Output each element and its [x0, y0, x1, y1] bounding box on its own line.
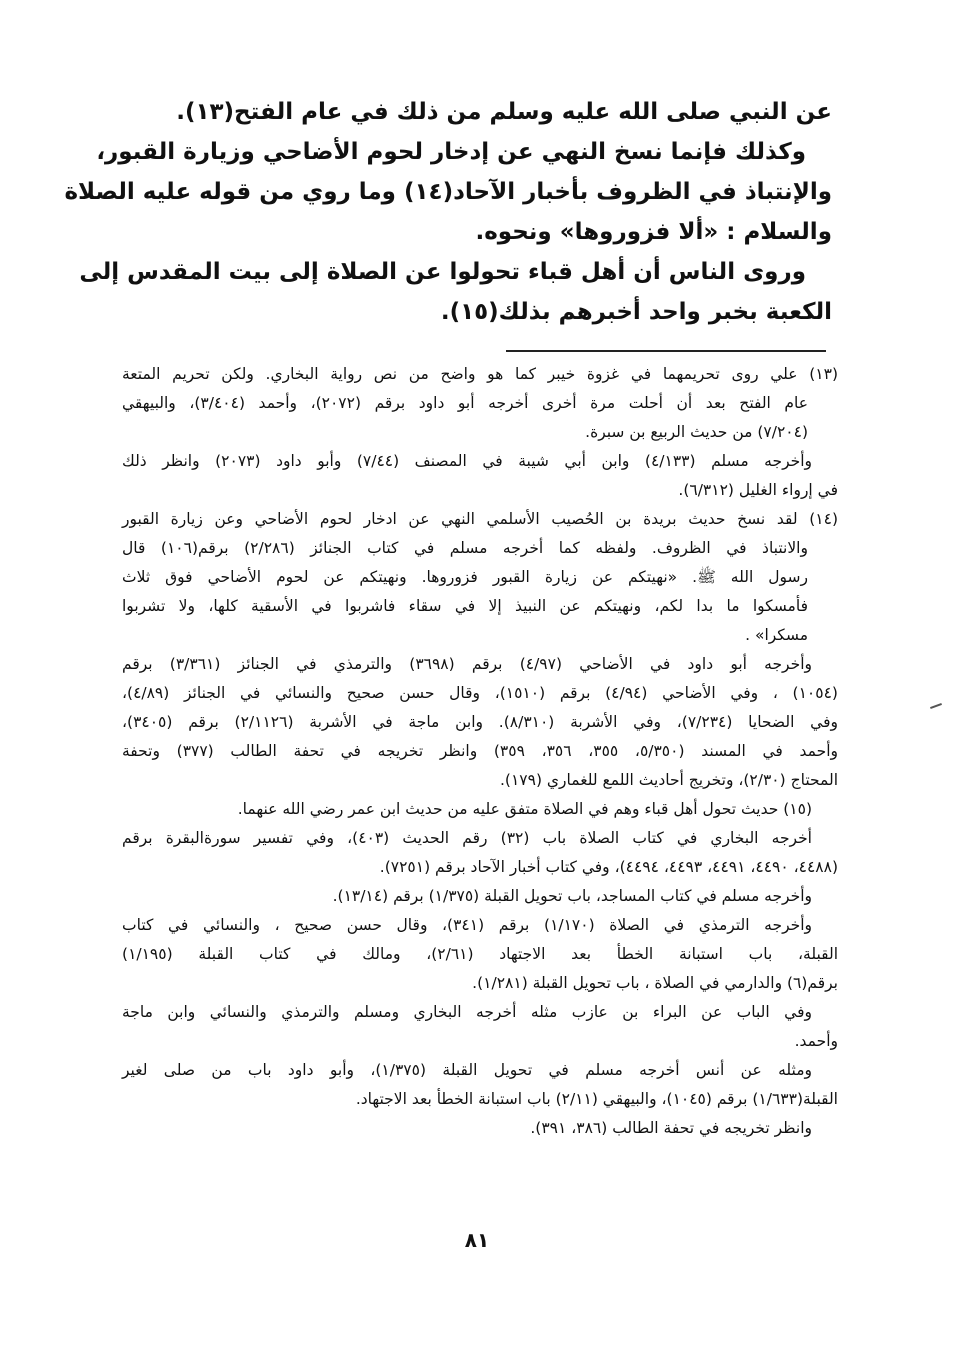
main-line: وكذلك فإنما نسخ النهي عن إدخار لحوم الأضاحي وزيارة القبور، [96, 139, 806, 165]
footnote-line: وفي الباب عن البراء بن عازب مثله أخرجه البخاري ومسلم والترمذي والنسائي وابن ماجة [122, 1003, 812, 1021]
footnote-line: وأخرجه مسلم (٤/١٣٣) وابن أبي شيبة في المصنف (٧/٤٤) وأبو داود (٢٠٧٣) وانظر ذلك [122, 452, 813, 470]
footnote-line: وانظر تخريجه في تحفة الطالب (٣٨٦، ٣٩١). [530, 1119, 812, 1137]
footnote-line: (١٠٥٤) ، وفي الأضاحي (٤/٩٤) برقم (١٥١٠)، وقال حسن صحيح والنسائي في الجنائز (٤/٨٩)، [122, 684, 838, 702]
footnote-line: القبلة(١/٦٣٣) برقم (١٠٤٥)، والبيهقي (٢/١١) باب استبانة الخطأ بعد الاجتهاد. [355, 1090, 838, 1108]
footnote-line: (١٤) لقد نسخ حديث بريدة بن الحُصيب الأسلمي النهي عن ادخار لحوم الأضاحي وعن زيارة القبور [122, 510, 838, 528]
footnote-line: وأخرجه أبو داود في الأضاحي (٤/٩٧) برقم (٣٦٩٨) والترمذي في الجنائز (٣/٣٦١) برقم [122, 655, 812, 673]
main-line: عن النبي صلى الله عليه وسلم من ذلك في عام الفتح(١٣). [176, 99, 832, 125]
footnote-line: برقم(٦) والدارمي في الصلاة ، باب تحويل القبلة (١/٢٨١). [472, 974, 838, 992]
footnote-line: وأخرجه مسلم في كتاب المساجد، باب تحويل القبلة (١/٣٧٥) برقم (١٣/١٤). [332, 887, 812, 905]
footnote-line: عام الفتح بعد أن أحلت مرة أخرى أخرجه أبو داود برقم (٢٠٧٢)، وأحمد (٣/٤٠٤)، والبيهقي [122, 394, 809, 412]
footnote-line: فأمسكوا ما بدا لكم، ونهيتكم عن النبيذ إلا في سقاء فاشربوا في الأسقية كلها، ولا تشربوا [122, 597, 808, 615]
footnote-line: ومثله عن أنس أخرجه مسلم في تحويل القبلة (١/٣٧٥)، وأبو داود باب من صلى لغير [122, 1061, 812, 1079]
main-text [64, 92, 832, 332]
main-line: وروى الناس أن أهل قباء تحولوا عن الصلاة إلى بيت المقدس إلى [79, 259, 806, 285]
footnote-line: في إرواء الغليل (٦/٣١٢). [678, 481, 838, 499]
footnote-line: وأحمد. [794, 1032, 838, 1050]
footnote-line: (٤٤٨٨، ٤٤٩٠، ٤٤٩١، ٤٤٩٣، ٤٤٩٤)، وفي كتاب أخبار الآحاد برقم (٧٢٥١). [379, 858, 838, 876]
footnote-line: (١٥) حديث تحول أهل قباء وهم في الصلاة متفق عليه من حديث ابن عمر رضي الله عنهما. [237, 800, 812, 818]
footnotes [122, 360, 838, 1143]
footnote-line: مسكرا» . [745, 626, 808, 644]
footnote-line: وأخرجه الترمذي في الصلاة (١/١٧٠) برقم (٣٤١)، وقال حسن صحيح ، والنسائي في كتاب [122, 916, 812, 934]
footnote-separator [506, 350, 826, 352]
footnote-line: والانتباذ في الظروف. ولفظه كما أخرجه مسلم في كتاب الجنائز (٢/٢٨٦) برقم(١٠٦) قال [122, 539, 808, 557]
footnote-line: القبلة، باب استبانة الخطأ بعد الاجتهاد (٢/٦١)، ومالك في كتاب القبلة (١/١٩٥) [122, 945, 838, 963]
footnote-line: رسول الله ﷺ. «نهيتكم عن زيارة القبور فزوروها. ونهيتكم عن لحوم الأضاحي فوق ثلاث [122, 568, 808, 586]
footnote-line: أخرجه البخاري في كتاب الصلاة باب (٣٢) رقم الحديث (٤٠٣)، وفي تفسير سورةالبقرة برقم [122, 829, 812, 847]
page-number: ٨١ [464, 1228, 490, 1252]
footnote-line: وأحمد في المسند (٥/٣٥٠، ٣٥٥، ٣٥٦، ٣٥٩) وانظر تخريجه في تحفة الطالب (٣٧٧) وتحفة [122, 742, 838, 760]
footnote-line: (٧/٢٠٤) من حديث الربيع بن سبرة. [585, 423, 808, 441]
footnote-line: (١٣) علي روى تحريمهما في غزوة خيبر كما هو واضح من نص رواية البخاري. ولكن تحريم المتعة [122, 365, 838, 383]
footnote-line: المحتاج (٢/٣٠)، وتخريج أحاديث اللمع للغماري (١٧٩). [499, 771, 838, 789]
main-line: والإنتباذ في الظروف بأخبار الآحاد(١٤) وما روي من قوله عليه الصلاة [64, 179, 832, 205]
footnote-line: وفي الضحايا (٧/٢٣٤)، وفي الأشربة (٨/٣١٠). وابن ماجة في الأشربة (٢/١١٢٦) برقم (٣٤٠٥)، [122, 713, 838, 731]
margin-mark [930, 703, 942, 709]
main-line: والسلام : «ألا فزوروها» ونحوه. [475, 219, 832, 245]
main-line: الكعبة بخبر واحد أخبرهم بذلك(١٥). [440, 299, 832, 325]
